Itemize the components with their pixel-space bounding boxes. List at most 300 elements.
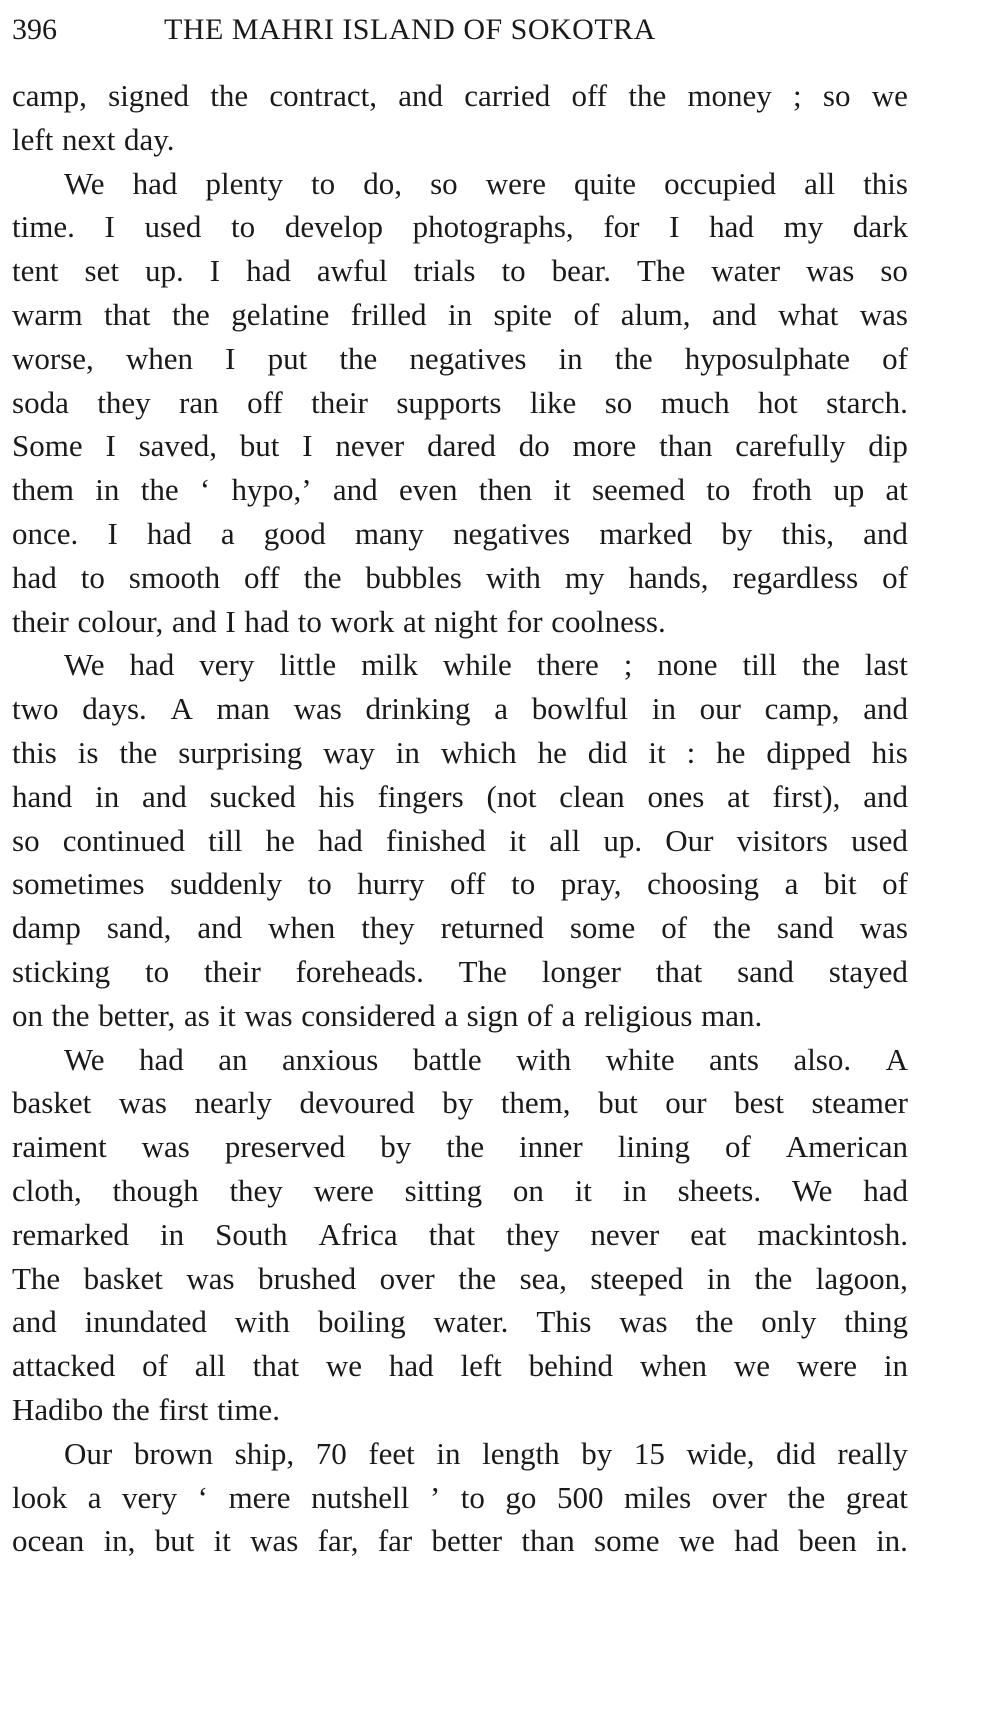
word: the	[140, 472, 179, 508]
word: wide,	[686, 1435, 755, 1471]
word: than	[521, 1523, 575, 1559]
word: was	[186, 1260, 235, 1296]
word: had	[244, 603, 290, 639]
word: We	[791, 1172, 833, 1208]
word: to	[231, 209, 256, 245]
word: last	[864, 647, 908, 683]
word: sheets.	[677, 1172, 762, 1208]
text-line	[12, 249, 908, 293]
word: feet	[368, 1435, 415, 1471]
word: The	[458, 953, 507, 989]
word: a	[784, 866, 799, 902]
word: length	[482, 1435, 560, 1471]
text-line	[12, 205, 908, 249]
word: signed	[108, 78, 190, 113]
text-line	[12, 468, 908, 512]
word: of	[573, 296, 600, 332]
word: and	[863, 778, 908, 814]
word: eat	[690, 1216, 727, 1252]
word: was	[118, 1085, 167, 1121]
word: far	[377, 1523, 413, 1559]
word: an	[218, 1041, 248, 1077]
word: to	[706, 472, 731, 508]
word: hands,	[628, 559, 709, 595]
word: camp,	[12, 78, 87, 113]
text-line	[12, 643, 908, 687]
word: look	[12, 1479, 68, 1515]
word: do	[518, 428, 550, 464]
word: to	[307, 866, 332, 902]
word: when	[125, 340, 194, 376]
text-line	[12, 1432, 908, 1476]
word: but	[239, 428, 280, 464]
word: all	[194, 1348, 226, 1384]
word: nearly	[194, 1085, 272, 1121]
word: alum,	[620, 296, 691, 332]
word: hyposulphate	[684, 340, 851, 376]
text-line	[12, 1038, 908, 1082]
word: far,	[317, 1523, 359, 1559]
word: so	[880, 253, 908, 289]
word: and	[863, 515, 908, 551]
word: ran	[179, 384, 219, 420]
word: first),	[772, 778, 841, 814]
word: I	[209, 253, 221, 289]
word: we	[678, 1523, 715, 1559]
word: which	[440, 734, 517, 770]
word: never	[335, 428, 405, 464]
word: lagoon,	[815, 1260, 908, 1296]
text-line	[12, 162, 908, 206]
word: A	[885, 1041, 908, 1077]
body-text	[12, 74, 908, 1563]
word: starch.	[826, 384, 908, 420]
word: we	[871, 78, 908, 113]
word: considered	[301, 997, 436, 1033]
text-line	[12, 862, 908, 906]
text-line	[12, 381, 908, 425]
word: this,	[781, 515, 835, 551]
word: for	[506, 603, 543, 639]
word: much	[660, 384, 730, 420]
word: on	[12, 997, 43, 1033]
word: to	[311, 165, 336, 201]
word: by	[380, 1129, 412, 1165]
word: photographs,	[412, 209, 574, 245]
word: my	[783, 209, 824, 245]
word: good	[263, 515, 326, 551]
word: in	[883, 1348, 908, 1384]
word: in	[447, 296, 473, 332]
word: best	[734, 1085, 784, 1121]
word: was	[859, 910, 908, 946]
word: battle	[412, 1041, 482, 1077]
word: that	[252, 1348, 300, 1384]
word: money	[687, 78, 772, 113]
word: some	[594, 1523, 660, 1559]
word: the	[51, 997, 90, 1033]
word: it	[648, 734, 666, 770]
word: none	[657, 647, 718, 683]
text-line	[12, 1125, 908, 1169]
word: to	[511, 866, 536, 902]
word: was	[859, 296, 908, 332]
word: by	[581, 1435, 613, 1471]
word: sucked	[209, 778, 296, 814]
word: off	[244, 559, 280, 595]
word: a	[444, 997, 458, 1033]
word: behind	[528, 1348, 613, 1384]
text-line	[12, 556, 908, 600]
word: and	[12, 1304, 57, 1340]
word: carefully	[735, 428, 846, 464]
word: all	[804, 165, 836, 201]
word: two	[12, 691, 59, 727]
word: to	[460, 1479, 485, 1515]
word: negatives	[452, 515, 571, 551]
word: till	[208, 822, 243, 858]
word: a	[87, 1479, 102, 1515]
word: coolness.	[551, 603, 666, 639]
word: off	[247, 384, 283, 420]
word: it	[574, 1172, 592, 1208]
text-line	[12, 600, 908, 644]
text-line	[12, 950, 908, 994]
word: of	[882, 866, 908, 902]
word: as	[183, 997, 210, 1033]
word: we	[733, 1348, 770, 1384]
word: in	[95, 778, 120, 814]
word: the	[695, 1304, 734, 1340]
word: all	[549, 822, 581, 858]
word: time.	[217, 1391, 280, 1427]
text-line	[12, 775, 908, 819]
word: this	[12, 734, 57, 770]
word: in	[436, 1435, 461, 1471]
word: water.	[433, 1304, 509, 1340]
word: spite	[493, 296, 553, 332]
text-line	[12, 1300, 908, 1344]
word: remarked	[12, 1216, 130, 1252]
text-line	[12, 994, 908, 1038]
word: with	[485, 559, 541, 595]
word: the	[111, 1391, 150, 1427]
word: was	[141, 1129, 190, 1165]
book-page	[12, 8, 908, 1563]
word: also.	[793, 1041, 852, 1077]
text-line	[12, 118, 908, 162]
word: and	[863, 691, 908, 727]
word: they	[97, 384, 151, 420]
word: suddenly	[170, 866, 283, 902]
word: plenty	[205, 165, 283, 201]
word: smooth	[128, 559, 221, 595]
word: mere	[228, 1479, 291, 1515]
word: for	[603, 209, 640, 245]
text-line	[12, 1081, 908, 1125]
text-line	[12, 1169, 908, 1213]
word: was	[619, 1304, 668, 1340]
word: at	[727, 778, 750, 814]
word: I	[669, 209, 680, 245]
word: in	[558, 340, 583, 376]
word: gelatine	[231, 296, 330, 332]
word: that	[428, 1216, 476, 1252]
word: the	[713, 910, 751, 946]
word: next	[61, 121, 116, 157]
word: we	[325, 1348, 363, 1384]
word: We	[64, 647, 105, 683]
word: lining	[617, 1129, 691, 1165]
word: of	[882, 340, 908, 376]
word: supports	[396, 384, 502, 420]
word: first	[158, 1391, 209, 1427]
word: 15	[633, 1435, 665, 1471]
word: to	[145, 953, 170, 989]
word: The	[637, 253, 686, 289]
word: and	[711, 296, 757, 332]
word: the	[614, 340, 653, 376]
word: time.	[12, 209, 75, 245]
word: foreheads.	[295, 953, 424, 989]
word: was	[806, 253, 855, 289]
word: off	[449, 866, 486, 902]
word: work	[330, 603, 395, 639]
word: thing	[844, 1304, 908, 1340]
word: dared	[427, 428, 496, 464]
word: This	[536, 1304, 592, 1340]
word: continued	[62, 822, 185, 858]
word: cloth,	[12, 1172, 82, 1208]
word: of	[661, 910, 688, 946]
word: frilled	[350, 296, 427, 332]
word: mackintosh.	[757, 1216, 908, 1252]
word: his	[871, 734, 908, 770]
word: carried	[464, 78, 551, 113]
word: put	[267, 340, 308, 376]
word: in	[395, 734, 420, 770]
word: inundated	[84, 1304, 207, 1340]
word: saved,	[138, 428, 217, 464]
word: I	[107, 515, 118, 551]
word: really	[837, 1435, 908, 1471]
word: the	[628, 78, 667, 113]
word: what	[778, 296, 839, 332]
word: soda	[12, 384, 69, 420]
text-line	[12, 1388, 908, 1432]
word: better	[431, 1523, 503, 1559]
word: :	[686, 734, 696, 770]
word: choosing	[647, 866, 760, 902]
word: had	[132, 165, 178, 201]
word: finished	[385, 822, 486, 858]
word: sometimes	[12, 866, 145, 902]
word: had	[129, 647, 175, 683]
word: returned	[440, 910, 544, 946]
word: preserved	[224, 1129, 346, 1165]
word: I	[302, 428, 313, 464]
word: it	[553, 472, 571, 508]
text-line	[12, 293, 908, 337]
word: with	[516, 1041, 572, 1077]
word: many	[354, 515, 424, 551]
word: when	[268, 910, 336, 946]
word: night	[433, 603, 498, 639]
word: left	[460, 1348, 502, 1384]
word: Our	[64, 1435, 113, 1471]
word: the	[754, 1260, 793, 1296]
word: when	[639, 1348, 707, 1384]
word: a	[561, 997, 576, 1033]
text-line	[12, 1213, 908, 1257]
word: nutshell	[311, 1479, 410, 1515]
word: (not	[486, 778, 537, 814]
word: develop	[284, 209, 383, 245]
word: they	[506, 1216, 560, 1252]
word: fingers	[377, 778, 464, 814]
word: to	[80, 559, 105, 595]
word: once.	[12, 515, 79, 551]
text-line	[12, 1344, 908, 1388]
word: milk	[361, 647, 418, 683]
word: this	[863, 165, 908, 201]
word: froth	[751, 472, 812, 508]
word: great	[845, 1479, 908, 1515]
word: our	[699, 691, 741, 727]
word: way	[323, 734, 375, 770]
word: Our	[665, 822, 714, 858]
word: American	[785, 1129, 908, 1165]
word: raiment	[12, 1129, 107, 1165]
word: were	[796, 1348, 858, 1384]
word: sand	[776, 910, 834, 946]
word: and	[171, 603, 217, 639]
word: contract,	[269, 78, 377, 113]
word: basket	[83, 1260, 163, 1296]
word: damp	[12, 910, 81, 946]
word: dip	[868, 428, 908, 464]
word: and	[142, 778, 187, 814]
word: had	[12, 559, 57, 595]
word: over	[711, 1479, 767, 1515]
word: days.	[82, 691, 147, 727]
word: the	[119, 734, 158, 770]
word: inner	[519, 1129, 583, 1165]
word: by	[442, 1085, 474, 1121]
word: he	[537, 734, 567, 770]
word: dipped	[766, 734, 851, 770]
word: at	[885, 472, 908, 508]
word: of	[142, 1348, 168, 1384]
word: left	[12, 121, 54, 157]
word: and	[197, 910, 243, 946]
word: our	[665, 1085, 707, 1121]
word: South	[215, 1216, 288, 1252]
word: the	[171, 296, 210, 332]
word: and	[398, 78, 443, 113]
word: anxious	[281, 1041, 379, 1077]
word: I	[105, 428, 116, 464]
word: that	[104, 296, 151, 332]
word: We	[64, 165, 105, 201]
word: ‘	[197, 1479, 208, 1515]
word: Some	[12, 428, 83, 464]
word: ‘	[199, 472, 211, 508]
word: longer	[541, 953, 621, 989]
word: had	[388, 1348, 434, 1384]
word: were	[313, 1172, 374, 1208]
page-header	[12, 8, 908, 52]
word: awful	[316, 253, 388, 289]
word: bit	[823, 866, 857, 902]
word: drinking	[365, 691, 471, 727]
word: occupied	[664, 165, 777, 201]
word: their	[203, 953, 261, 989]
word: only	[761, 1304, 817, 1340]
word: worse,	[12, 340, 94, 376]
word: over	[379, 1260, 435, 1296]
word: their	[311, 384, 368, 420]
word: and	[332, 472, 378, 508]
word: were	[485, 165, 546, 201]
word: was	[293, 691, 342, 727]
word: negatives	[409, 340, 527, 376]
word: in	[95, 472, 120, 508]
word: of	[527, 997, 553, 1033]
word: than	[659, 428, 713, 464]
text-line	[12, 819, 908, 863]
word: brown	[133, 1435, 214, 1471]
word: camp,	[764, 691, 840, 727]
word: there	[536, 647, 599, 683]
word: The	[12, 1260, 61, 1296]
word: was	[244, 997, 293, 1033]
word: ;	[623, 647, 633, 683]
text-line	[12, 74, 908, 118]
word: religious	[583, 997, 693, 1033]
word: I	[104, 209, 115, 245]
text-line	[12, 906, 908, 950]
word: then	[478, 472, 533, 508]
word: them	[12, 472, 74, 508]
word: of	[725, 1129, 751, 1165]
word: till	[742, 647, 777, 683]
word: he	[265, 822, 295, 858]
word: seemed	[591, 472, 685, 508]
text-line	[12, 337, 908, 381]
word: like	[529, 384, 577, 420]
text-line	[12, 512, 908, 556]
word: sticking	[12, 953, 111, 989]
word: miles	[624, 1479, 692, 1515]
word: man	[216, 691, 270, 727]
word: my	[564, 559, 605, 595]
text-line	[12, 1519, 908, 1563]
word: I	[225, 603, 236, 639]
word: to	[501, 253, 526, 289]
word: very	[199, 647, 255, 683]
word: the	[339, 340, 378, 376]
word: with	[234, 1304, 290, 1340]
word: sea,	[519, 1260, 567, 1296]
word: little	[279, 647, 337, 683]
word: that	[655, 953, 703, 989]
word: in	[706, 1260, 731, 1296]
word: bubbles	[365, 559, 462, 595]
word: at	[402, 603, 426, 639]
word: ship,	[234, 1435, 295, 1471]
running-title: THE MAHRI ISLAND OF SOKOTRA	[164, 13, 656, 46]
